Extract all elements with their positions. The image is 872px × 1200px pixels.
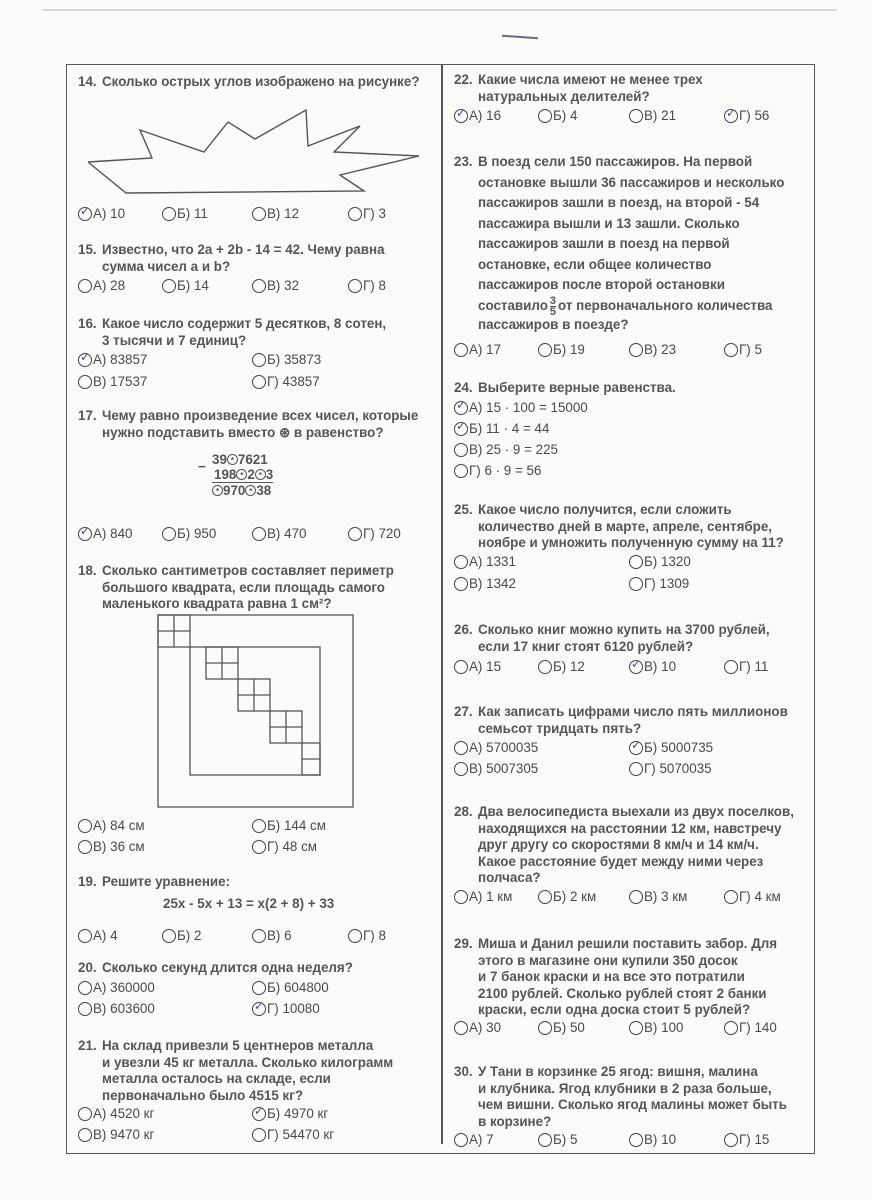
nested-squares-figure [157, 614, 357, 810]
question-text-cont: пассажиров в поезде? [478, 316, 629, 332]
fraction: $\frac{3}{5}$ [549, 294, 557, 318]
question-16 [78, 316, 440, 349]
question-text-cont: полчаса? [478, 870, 541, 885]
radio-button[interactable] [538, 660, 552, 674]
radio-button[interactable] [629, 577, 643, 591]
question-number: 20. [78, 960, 97, 975]
radio-button[interactable] [454, 1021, 468, 1035]
question-text-fraction-line: составило $\frac{3}{5}$ от первоначального количества [478, 294, 773, 318]
question-text: У Тани в корзинке 25 ягод: вишня, малина [478, 1064, 758, 1079]
option-b[interactable]: Б) 2 [162, 928, 201, 943]
radio-button[interactable] [252, 819, 266, 833]
radio-button[interactable] [538, 1021, 552, 1035]
option-a[interactable]: А) 7 [454, 1132, 494, 1147]
radio-button[interactable] [252, 207, 266, 221]
option-c[interactable]: В) 3 км [629, 889, 687, 904]
option-a[interactable]: А) 1 км [454, 889, 512, 904]
question-text-cont: и увезли 45 кг металла. Сколько килограмм [102, 1054, 394, 1070]
radio-button[interactable] [724, 109, 738, 123]
radio-button[interactable] [252, 375, 266, 389]
radio-button[interactable] [538, 343, 552, 357]
option-b[interactable]: Б) 35873 [252, 352, 321, 367]
question-text-cont: металла осталось на складе, если [102, 1071, 331, 1086]
option-d[interactable]: Г) 48 см [252, 839, 317, 854]
option-d[interactable]: Г) 3 [348, 206, 386, 221]
answer-options-23 [454, 342, 812, 360]
radio-button[interactable] [454, 555, 468, 569]
question-26 [454, 622, 812, 655]
radio-button[interactable] [252, 1107, 266, 1121]
radio-button[interactable] [78, 1107, 92, 1121]
option-a[interactable]: А) 15 [454, 659, 501, 674]
radio-button[interactable] [78, 375, 92, 389]
unknown-digit-icon: * [212, 485, 223, 496]
checkbox[interactable] [454, 443, 468, 457]
radio-button[interactable] [454, 343, 468, 357]
radio-button[interactable] [162, 527, 176, 541]
option-d[interactable]: Г) 11 [724, 659, 768, 674]
option-d[interactable]: Г) 54470 кг [252, 1127, 334, 1142]
radio-button[interactable] [629, 741, 643, 755]
option-d[interactable]: Г) 8 [348, 928, 386, 943]
option-d[interactable]: Г) 15 [724, 1132, 769, 1147]
option-c[interactable]: В) 12 [252, 206, 299, 221]
question-text-cont: ноябре и умножить полученную сумму на 11? [478, 535, 784, 550]
question-text-cont: остановке, если общее количество [478, 256, 712, 272]
question-text: Два велосипедиста выехали из двух поселков, [478, 804, 794, 819]
radio-button[interactable] [78, 353, 92, 367]
option-c[interactable]: В) 23 [629, 342, 676, 357]
radio-button[interactable] [78, 819, 92, 833]
question-text-cont: натуральных делителей? [478, 88, 650, 104]
radio-button[interactable] [538, 890, 552, 904]
question-text-cont: пассажиров зашли в поезд на первой [478, 236, 730, 251]
option-b[interactable]: Б) 5 [538, 1132, 577, 1147]
question-text-cont: нужно подставить вместо ⊛ в равенство? [102, 424, 384, 440]
option-c[interactable]: В) 9470 кг [78, 1127, 154, 1142]
radio-button[interactable] [78, 1128, 92, 1142]
option-c[interactable]: В) 17537 [78, 374, 147, 389]
answer-options-18 [78, 818, 440, 858]
answer-options-16 [78, 352, 440, 392]
radio-button[interactable] [252, 981, 266, 995]
option-a[interactable]: А) 1331 [454, 554, 516, 569]
option-d[interactable]: Г) 8 [348, 278, 386, 293]
option-b[interactable]: Б) 19 [538, 342, 585, 357]
answer-options-28 [454, 889, 812, 907]
question-text: Какое число содержит 5 десятков, 8 сотен, [102, 316, 387, 331]
question-text: Какое число получится, если сложить [478, 502, 732, 517]
option-b[interactable]: Б) 2 км [538, 889, 596, 904]
option-c[interactable]: В) 1342 [454, 576, 516, 591]
radio-button[interactable] [629, 343, 643, 357]
question-27 [454, 704, 812, 737]
question-23 [454, 152, 812, 333]
radio-button[interactable] [629, 890, 643, 904]
minuend: 39 * 7621 [212, 452, 268, 467]
answer-options-29 [454, 1020, 812, 1038]
radio-button[interactable] [78, 840, 92, 854]
radio-button[interactable] [252, 1128, 266, 1142]
question-text: Как записать цифрами число пять миллионов [478, 704, 788, 719]
pen-mark [502, 35, 538, 40]
option-c[interactable]: В) 10 [629, 1132, 676, 1147]
question-text: Чему равно произведение всех чисел, которые [102, 408, 419, 423]
checkbox[interactable] [454, 464, 468, 478]
question-text: Сколько секунд длится одна неделя? [102, 960, 353, 975]
question-text: На склад привезли 5 центнеров металла [102, 1038, 374, 1053]
option-d[interactable]: Г) 4 км [724, 889, 781, 904]
option-d[interactable]: Г) 43857 [252, 374, 320, 389]
question-text: Сколько книг можно купить на 3700 рублей, [478, 622, 770, 637]
answer-options-22 [454, 108, 812, 126]
radio-button[interactable] [252, 929, 266, 943]
option-c[interactable]: В) 6 [252, 928, 292, 943]
option-d[interactable]: Г) 6 · 9 = 56 [454, 463, 541, 478]
question-21 [78, 1038, 440, 1104]
unknown-digit-icon: * [255, 469, 266, 480]
radio-button[interactable] [78, 1002, 92, 1016]
question-19 [78, 874, 440, 891]
radio-button[interactable] [629, 555, 643, 569]
radio-button[interactable] [724, 890, 738, 904]
question-24 [454, 380, 812, 397]
subtrahend: 198 * 2 * 3 [214, 467, 274, 482]
radio-button[interactable] [252, 1002, 266, 1016]
question-number: 27. [454, 704, 473, 719]
question-25 [454, 502, 812, 552]
subtraction-puzzle [198, 452, 273, 498]
radio-button[interactable] [724, 1021, 738, 1035]
question-29 [454, 936, 812, 1019]
minus-sign: − [198, 459, 206, 474]
question-text-cont: друг другу со скоростями 8 км/ч и 14 км/ч. [478, 837, 759, 852]
option-c[interactable]: ✓ В) 10 [629, 659, 676, 674]
option-b[interactable]: Б) 4 [538, 108, 577, 123]
question-text: Сколько сантиметров составляет периметр [102, 563, 394, 578]
option-a[interactable]: А) 28 [78, 278, 125, 293]
option-c[interactable]: В) 32 [252, 278, 299, 293]
option-a[interactable]: ✓ А) 16 [454, 108, 501, 123]
option-a[interactable]: А) 84 см [78, 818, 145, 833]
unknown-digit-icon: * [236, 469, 247, 480]
question-number: 19. [78, 874, 97, 889]
question-28 [454, 804, 812, 887]
answer-options-24 [454, 400, 812, 484]
radio-button[interactable] [252, 527, 266, 541]
question-text-cont: пассажиров зашли в поезд, на второй - 54 [478, 195, 760, 210]
question-number: 30. [454, 1064, 473, 1079]
option-b[interactable]: Б) 950 [162, 526, 216, 541]
radio-button[interactable] [454, 109, 468, 123]
question-number: 16. [78, 316, 97, 331]
question-22 [454, 72, 812, 105]
option-c[interactable]: В) 21 [629, 108, 676, 123]
option-c[interactable]: В) 100 [629, 1020, 683, 1035]
option-d[interactable]: Г) 5 [724, 342, 762, 357]
question-text: Какие числа имеют не менее трех [478, 72, 703, 87]
option-b[interactable]: Б) 14 [162, 278, 209, 293]
radio-button[interactable] [348, 207, 362, 221]
question-text-cont: семьсот тридцать пять? [478, 720, 642, 736]
radio-button[interactable] [538, 1133, 552, 1147]
question-text-cont: большого квадрата, если площадь самого [102, 579, 385, 595]
question-15 [78, 242, 440, 275]
option-a[interactable]: А) 30 [454, 1020, 501, 1035]
option-b[interactable]: Б) 50 [538, 1020, 585, 1035]
question-text-cont: находящихся на расстоянии 12 км, навстречу [478, 820, 782, 836]
radio-button[interactable] [252, 840, 266, 854]
radio-button[interactable] [78, 527, 92, 541]
radio-button[interactable] [629, 1133, 643, 1147]
option-b[interactable]: ✓ Б) 4970 кг [252, 1106, 328, 1121]
radio-button[interactable] [454, 660, 468, 674]
radio-button[interactable] [454, 1133, 468, 1147]
radio-button[interactable] [629, 109, 643, 123]
option-b[interactable]: Б) 144 см [252, 818, 326, 833]
question-text-cont: если 17 книг стоят 6120 рублей? [478, 638, 694, 654]
option-d[interactable]: Г) 5070035 [629, 761, 712, 776]
radio-button[interactable] [162, 207, 176, 221]
answer-options-27 [454, 740, 812, 780]
radio-button[interactable] [78, 279, 92, 293]
question-text: Известно, что 2a + 2b - 14 = 42. Чему равна [102, 242, 385, 257]
option-d[interactable]: ✓ Г) 56 [724, 108, 769, 123]
radio-button[interactable] [78, 981, 92, 995]
question-text-cont: и 7 банок краски и на все это потратили [478, 969, 745, 984]
question-text-cont: маленького квадрата равна 1 см²? [102, 596, 332, 611]
question-text-cont: этого в магазине они купили 350 досок [478, 952, 738, 968]
question-text-cont: остановке вышли 36 пассажиров и несколько [478, 174, 785, 190]
option-b[interactable]: Б) 1320 [629, 554, 691, 569]
radio-button[interactable] [78, 929, 92, 943]
radio-button[interactable] [538, 109, 552, 123]
question-text-cont: Какое расстояние будет между ними через [478, 853, 764, 869]
question-number: 28. [454, 804, 473, 819]
option-b[interactable]: ✓ Б) 11 · 4 = 44 [454, 421, 549, 436]
option-a[interactable]: А) 4520 кг [78, 1106, 154, 1121]
option-a[interactable]: ✓ А) 15 · 100 = 15000 [454, 400, 588, 415]
radio-button[interactable] [252, 279, 266, 293]
question-30 [454, 1064, 812, 1130]
option-d[interactable]: ✓ Г) 10080 [252, 1001, 320, 1016]
option-a[interactable]: ✓ А) 840 [78, 526, 132, 541]
question-text-cont: в корзине? [478, 1113, 552, 1129]
question-text-cont: количество дней в марте, апреле, сентябре, [478, 518, 773, 534]
radio-button[interactable] [348, 527, 362, 541]
radio-button[interactable] [724, 1133, 738, 1147]
option-a[interactable]: ✓ А) 10 [78, 206, 125, 221]
unknown-digit-icon: * [227, 454, 238, 465]
scan-edge [42, 9, 837, 11]
question-number: 21. [78, 1038, 97, 1053]
question-20 [78, 960, 440, 977]
question-text-cont: 2100 рублей. Сколько рублей стоят 2 банки [478, 985, 767, 1001]
radio-button[interactable] [252, 353, 266, 367]
question-number: 24. [454, 380, 473, 395]
radio-button[interactable] [629, 1021, 643, 1035]
question-text: Решите уравнение: [102, 874, 231, 889]
difference: * 970 * 38 [212, 483, 273, 498]
option-d[interactable]: Г) 720 [348, 526, 401, 541]
question-number: 29. [454, 936, 473, 951]
option-b[interactable]: Б) 604800 [252, 980, 329, 995]
question-number: 25. [454, 502, 473, 517]
radio-button[interactable] [724, 660, 738, 674]
checkbox[interactable] [454, 422, 468, 436]
question-text-cont: краски, если одна доска стоит 5 рублей? [478, 1002, 751, 1017]
radio-button[interactable] [78, 207, 92, 221]
option-d[interactable]: Г) 1309 [629, 576, 689, 591]
question-number: 17. [78, 408, 97, 423]
radio-button[interactable] [724, 343, 738, 357]
column-divider [441, 64, 443, 1144]
radio-button[interactable] [629, 660, 643, 674]
radio-button[interactable] [629, 762, 643, 776]
question-17 [78, 408, 440, 441]
question-number: 18. [78, 563, 97, 578]
question-text: Миша и Данил решили поставить забор. Для [478, 936, 778, 951]
answer-options-15 [78, 278, 440, 296]
option-a[interactable]: А) 360000 [78, 980, 155, 995]
option-d[interactable]: Г) 140 [724, 1020, 777, 1035]
radio-button[interactable] [454, 762, 468, 776]
equation: 25x - 5x + 13 = x(2 + 8) + 33 [163, 896, 335, 911]
question-text-cont: чем вишни. Сколько ягод малины может быть [478, 1097, 787, 1112]
option-c[interactable]: В) 470 [252, 526, 306, 541]
option-c[interactable]: В) 25 · 9 = 225 [454, 442, 558, 457]
question-number: 15. [78, 242, 97, 257]
question-text-cont: сумма чисел a и b? [102, 258, 231, 274]
option-b[interactable]: Б) 12 [538, 659, 585, 674]
radio-button[interactable] [162, 929, 176, 943]
question-number: 14. [78, 74, 97, 89]
question-text-cont: 3 тысячи и 7 единиц? [102, 332, 247, 348]
answer-options-19 [78, 928, 440, 946]
answer-options-20 [78, 980, 440, 1020]
question-number: 22. [454, 72, 473, 87]
radio-button[interactable] [454, 741, 468, 755]
radio-button[interactable] [454, 577, 468, 591]
question-number: 23. [454, 154, 473, 169]
answer-options-26 [454, 659, 812, 677]
star-polygon-figure [78, 98, 438, 198]
answer-options-30 [454, 1132, 812, 1150]
question-18 [78, 563, 440, 613]
question-text-cont: пассажиров после второй остановки [478, 277, 725, 292]
option-a[interactable]: А) 4 [78, 928, 118, 943]
question-text-cont: первоначально было 4515 кг? [102, 1087, 304, 1103]
option-a[interactable]: ✓ А) 83857 [78, 352, 147, 367]
question-number: 26. [454, 622, 473, 637]
question-text-cont: пассажира вышли и 13 зашли. Сколько [478, 215, 740, 231]
option-b[interactable]: ✓ Б) 5000735 [629, 740, 713, 755]
answer-options-17 [78, 526, 440, 544]
option-a[interactable]: А) 17 [454, 342, 501, 357]
radio-button[interactable] [454, 890, 468, 904]
option-c[interactable]: В) 603600 [78, 1001, 155, 1016]
question-text-cont: и клубника. Ягод клубники в 2 раза больше, [478, 1080, 772, 1096]
option-b[interactable]: Б) 11 [162, 206, 208, 221]
question-text: Выберите верные равенства. [478, 380, 676, 395]
answer-options-21 [78, 1106, 440, 1146]
option-a[interactable]: А) 5700035 [454, 740, 538, 755]
question-text: Сколько острых углов изображено на рисунке? [102, 74, 420, 89]
question-text: В поезд сели 150 пассажиров. На первой [478, 154, 753, 169]
radio-button[interactable] [162, 279, 176, 293]
radio-button[interactable] [348, 279, 362, 293]
answer-options-25 [454, 554, 812, 594]
option-c[interactable]: В) 5007305 [454, 761, 538, 776]
option-c[interactable]: В) 36 см [78, 839, 145, 854]
radio-button[interactable] [348, 929, 362, 943]
answer-options-14 [78, 206, 440, 224]
question-14 [78, 74, 440, 91]
unknown-digit-icon: * [245, 485, 256, 496]
checkbox[interactable] [454, 401, 468, 415]
